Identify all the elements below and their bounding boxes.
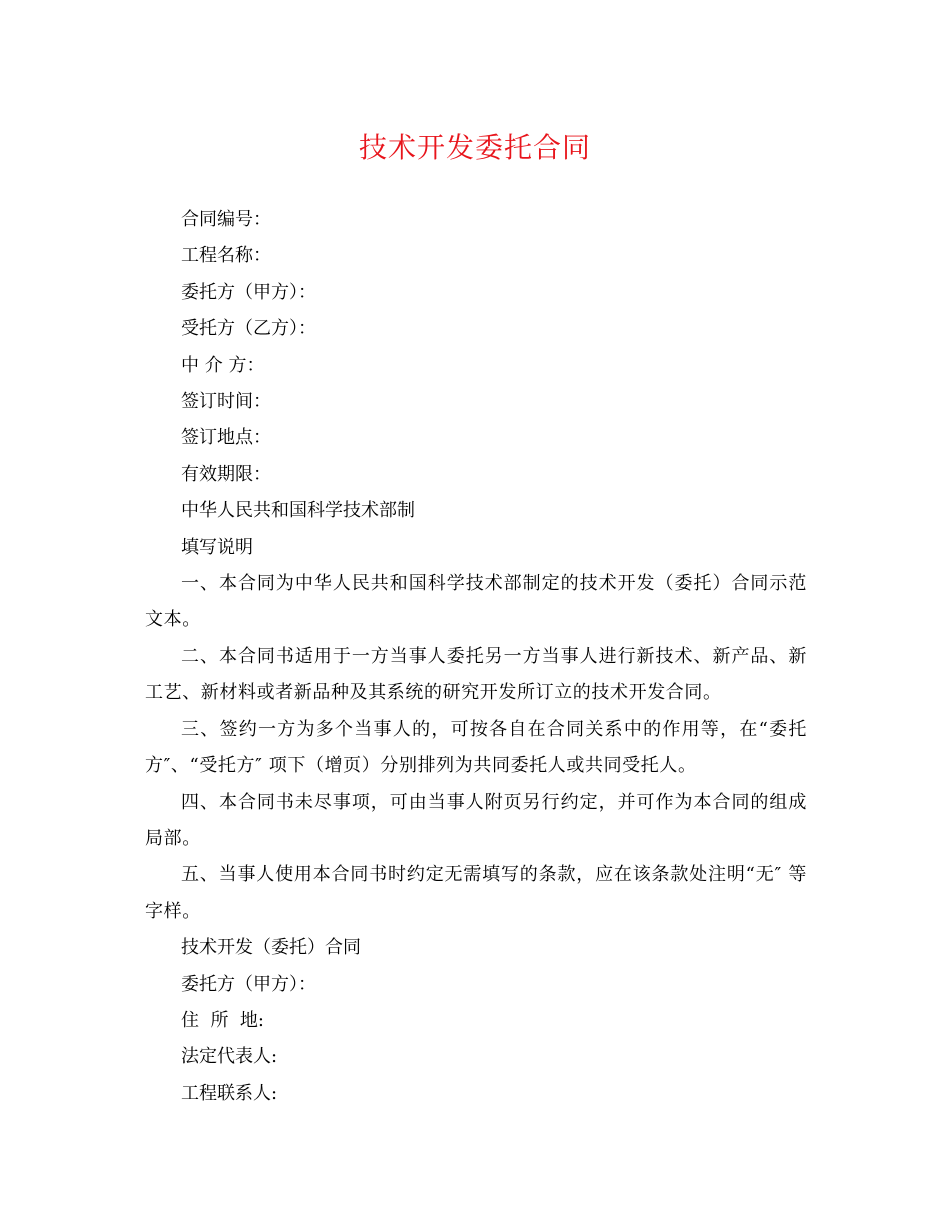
field-contract-number: 合同编号： <box>181 209 271 230</box>
field-client-party-a: 委托方（甲方）： <box>181 281 316 303</box>
issuer-line: 中华人民共和国科学技术部制 <box>181 500 415 522</box>
field-signing-date: 签订时间： <box>181 391 271 413</box>
field-client-party-a-2: 委托方（甲方）： <box>181 973 316 995</box>
instruction-paragraph: 二、本合同书适用于一方当事人委托另一方当事人进行新技术、新产品、新工艺、新材料或者新品种及其系统的研究开发所订立的技术开发合同。 <box>145 645 807 704</box>
field-contractor-party-b: 受托方（乙方）： <box>181 318 316 340</box>
instructions-heading: 填写说明 <box>181 536 253 558</box>
field-legal-representative: 法定代表人: <box>181 1046 278 1068</box>
field-intermediary: 中 介 方： <box>181 354 265 376</box>
instruction-paragraph: 五、当事人使用本合同书时约定无需填写的条款，应在该条款处注明“无″ 等字样。 <box>145 864 807 922</box>
field-project-contact: 工程联系人: <box>181 1082 278 1104</box>
instruction-paragraph: 四、本合同书未尽事项，可由当事人附页另行约定，并可作为本合同的组成局部。 <box>145 791 807 849</box>
field-signing-place: 签订地点： <box>181 427 271 449</box>
instruction-paragraph: 三、签约一方为多个当事人的，可按各自在合同关系中的作用等，在“委托方″、“受托方″ 项下（增页）分别排列为共同委托人或共同受托人。 <box>145 718 807 777</box>
instruction-paragraph: 一、本合同为中华人民共和国科学技术部制定的技术开发（委托）合同示范文本。 <box>145 573 807 631</box>
field-address: 住 所 地: <box>181 1009 264 1031</box>
document-title: 技术开发委托合同 <box>358 131 591 164</box>
field-validity-period: 有效期限： <box>181 463 271 485</box>
document-body <box>145 202 807 1112</box>
field-project-name: 工程名称： <box>181 245 271 267</box>
contract-subtitle: 技术开发（委托）合同 <box>181 937 361 959</box>
